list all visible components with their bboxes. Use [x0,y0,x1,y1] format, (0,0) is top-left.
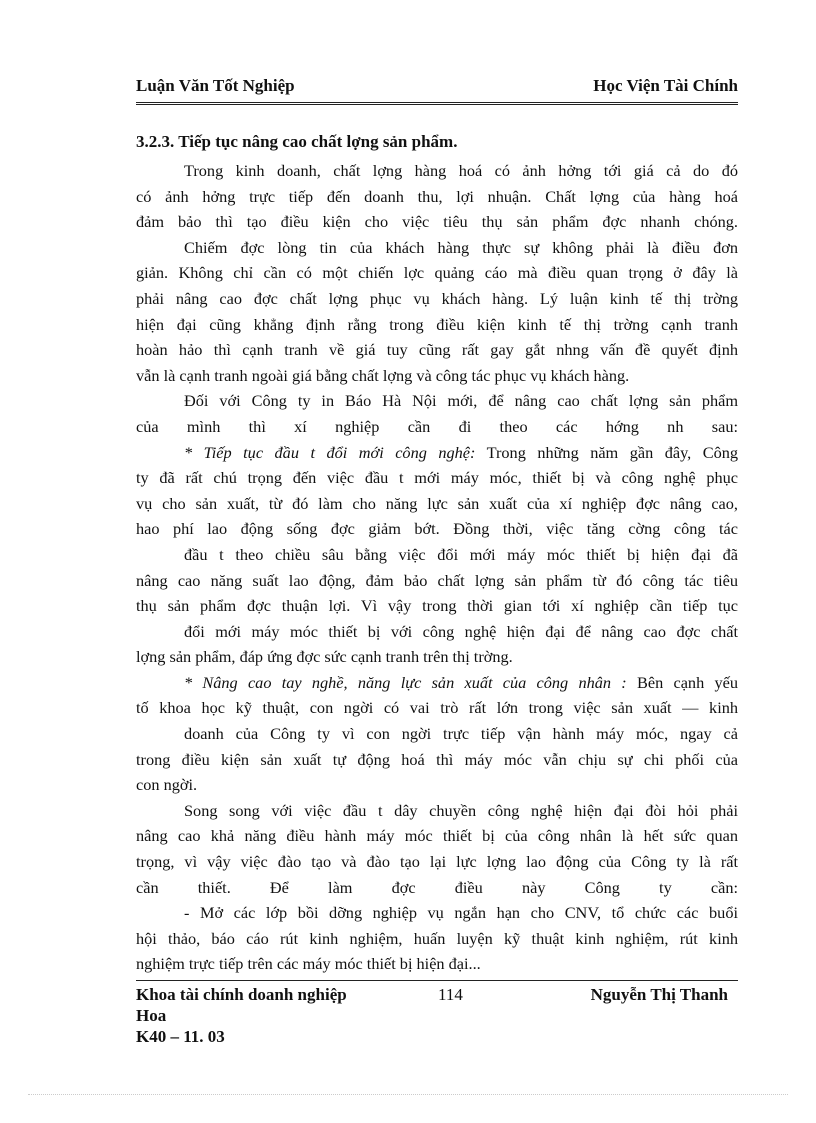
text-line: hiện đại cũng khẳng định rằng trong điều kiện kinh tế thị trờng cạnh tranh [136,314,738,334]
text-line: trong điều kiện sản xuất tự động hoá thì máy móc vẫn chịu sự chi phối của [136,749,738,769]
text-line: Chiếm đợc lòng tin của khách hàng thực sự không phải là điều đơn [184,237,738,257]
text-line: hoàn hảo thì cạnh tranh về giá tuy cũng rất gay gắt nhng vấn đề quyết định [136,340,738,360]
text-line: của mình thì xí nghiệp cần đi theo các hớng nh sau: [136,416,738,436]
text-line: nâng cao khả năng điều hành máy móc thiết bị của công nhân là hết sức quan [136,826,738,846]
text-line: nghiệm trực tiếp trên các máy móc thiết bị hiện đại... [136,954,481,974]
footer-class: K40 – 11. 03 [136,1027,225,1046]
body-text [136,158,738,977]
text-line: đầu t theo chiều sâu bằng việc đổi mới máy móc thiết bị hiện đại đã [184,544,738,564]
text-line [136,670,738,696]
text-line: Đối với Công ty in Báo Hà Nội mới, để nâng cao chất lợng sản phẩm [184,391,738,411]
text-line: doanh của Công ty vì con ngời trực tiếp vận hành máy móc, ngay cả [184,724,738,744]
text-line: Trong kinh doanh, chất lợng hàng hoá có ảnh hởng tới giá cả do đó [184,161,738,180]
text-line: phải nâng cao đợc chất lợng phục vụ khách hàng. Lý luận kinh tế thị trờng [136,288,738,308]
footer-author: Nguyễn Thị Thanh [590,985,728,1004]
text-line: trọng, vì vậy việc đào tạo và đào tạo lại lực lợng lao động của Công ty là rất [136,852,738,872]
text-run: Bên cạnh yếu [626,672,738,692]
text-line: đảm bảo thì tạo điều kiện cho việc tiêu thụ sản phẩm đợc nhanh chóng. [136,212,738,232]
text-line: cần thiết. Để làm đợc điều này Công ty cần: [136,877,738,897]
footer-faculty: Khoa tài chính doanh nghiệp [136,985,347,1004]
text-line: đổi mới máy móc thiết bị với công nghệ hiện đại để nâng cao đợc chất [184,621,738,641]
text-line: con ngời. [136,775,198,795]
italic-heading: * Nâng cao tay nghề, năng lực sản xuất của công nhân : [184,672,627,692]
page-number: 114 [438,985,463,1004]
text-line: vẫn là cạnh tranh ngoài giá bằng chất lợng và công tác phục vụ khách hàng. [136,365,630,385]
text-line: lợng sản phẩm, đáp ứng đợc sức cạnh tranh trên thị trờng. [136,647,513,667]
text-line: hội thảo, báo cáo rút kinh nghiệm, huấn luyện kỹ thuật kinh nghiệm, rút kinh [136,928,738,948]
text-line: ty đã rất chú trọng đến việc đầu t mới máy móc, thiết bị và công nghệ phục [136,468,738,488]
text-line: có ảnh hởng trực tiếp đến doanh thu, lợi nhuận. Chất lợng của hàng hoá [136,186,738,206]
text-line: Song song với việc đầu t dây chuyền công nghệ hiện đại đòi hỏi phải [184,800,738,820]
page-footer [136,984,738,1047]
section-title: 3.2.3. Tiếp tục nâng cao chất lợng sản phẩm. [136,132,458,151]
text-line: thụ sản phẩm đợc thuận lợi. Vì vậy trong thời gian tới xí nghiệp cần tiếp tục [136,596,738,616]
text-line: hao phí lao động sống đợc giảm bớt. Đồng thời, việc tăng cờng công tác [136,519,738,539]
text-line: vụ cho sản xuất, từ đó làm cho năng lực sản xuất của xí nghiệp đợc nâng cao, [136,493,738,513]
italic-heading: * Tiếp tục đầu t đổi mới công nghệ: [184,442,476,462]
text-line [136,440,738,466]
text-line: - Mở các lớp bồi dỡng nghiệp vụ ngắn hạn cho CNV, tổ chức các buổi [184,903,738,923]
footer-author-continued: Hoa [136,1006,167,1025]
header-rule [136,102,738,105]
header-thesis-label: Luận Văn Tốt Nghiệp [136,76,295,95]
footer-rule [136,980,738,981]
header-institution: Học Viện Tài Chính [593,76,738,95]
text-line: tố khoa học kỹ thuật, con ngời có vai trò rất lớn trong việc sản xuất — kinh [136,698,738,718]
text-line: giản. Không chỉ cần có một chiến lợc quảng cáo mà điều quan trọng ở đây là [136,263,738,283]
page-edge [28,1094,788,1095]
text-run: Trong những năm gần đây, Công [475,442,738,462]
text-line: nâng cao năng suất lao động, đảm bảo chất lợng sản phẩm từ đó công tác tiêu [136,570,738,590]
page-header [136,76,738,98]
